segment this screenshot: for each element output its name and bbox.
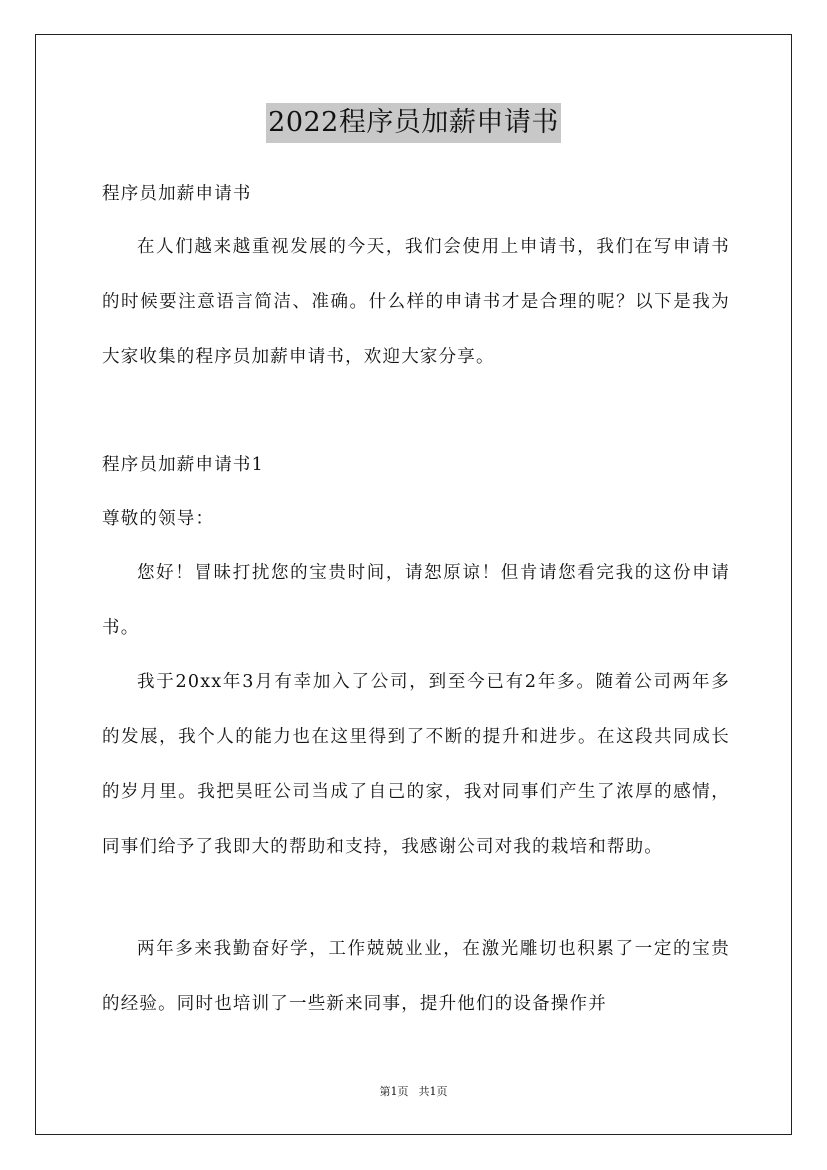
intro-paragraph: 在人们越来越重视发展的今天，我们会使用上申请书，我们在写申请书的时候要注意语言简洁、准确。什么样的申请书才是合理的呢？以下是我为大家收集的程序员加薪申请书，欢迎大家分享。 — [102, 237, 730, 367]
body-paragraph-3: 两年多来我勤奋好学，工作兢兢业业，在激光雕切也积累了一定的宝贵的经验。同时也培训了一些新来同事，提升他们的设备操作并 — [102, 939, 730, 1014]
page-number: 第1页 — [379, 1085, 409, 1098]
page-total: 共1页 — [418, 1085, 448, 1098]
section-heading: 程序员加薪申请书1 — [102, 455, 264, 475]
document-title: 2022程序员加薪申请书 — [266, 103, 561, 143]
body-paragraph-1: 您好！冒昧打扰您的宝贵时间，请恕原谅！但肯请您看完我的这份申请书。 — [102, 563, 730, 638]
document-subtitle: 程序员加薪申请书 — [102, 184, 252, 204]
salutation: 尊敬的领导： — [102, 509, 215, 529]
page-footer — [0, 1084, 827, 1100]
body-paragraph-2: 我于20xx年3月有幸加入了公司，到至今已有2年多。随着公司两年多的发展，我个人的能力也在这里得到了不断的提升和进步。在这段共同成长的岁月里。我把昊旺公司当成了自己的家，我对同事们产生了浓厚的感情，同事们给予了我即大的帮助和支持，我感谢公司对我的栽培和帮助。 — [102, 672, 730, 857]
title-container — [0, 103, 827, 143]
